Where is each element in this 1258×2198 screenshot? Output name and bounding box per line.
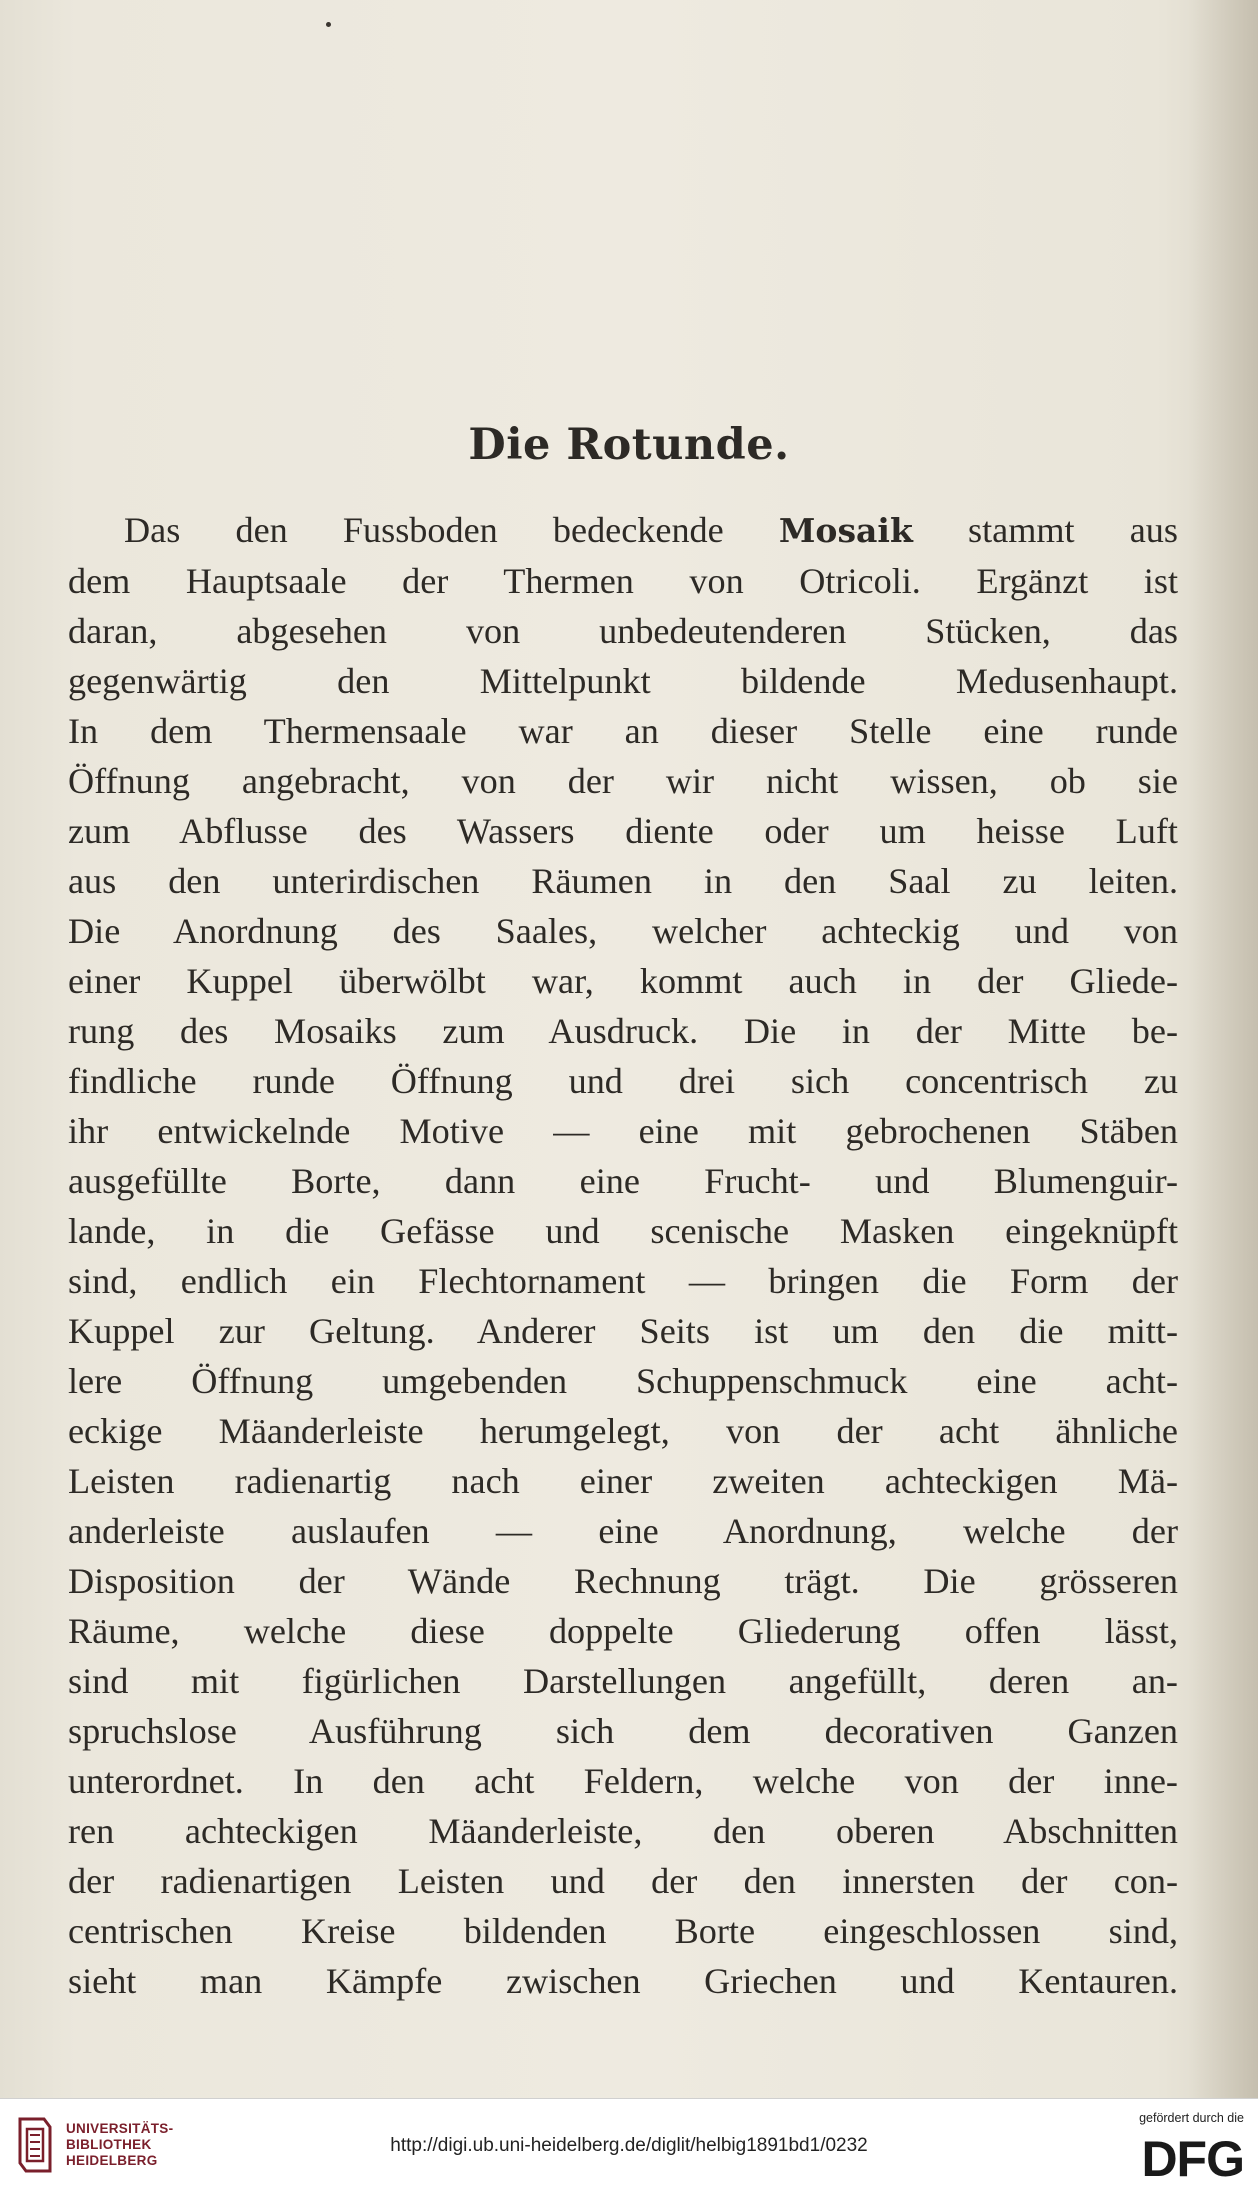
text-line: der radienartigen Leisten und der den innersten der con- xyxy=(68,1861,1178,1901)
text-line: ausgefüllte Borte, dann eine Frucht- und Blumenguir- xyxy=(68,1161,1178,1201)
text-line: sieht man Kämpfe zwischen Griechen und Kentauren. xyxy=(68,1961,1178,2001)
text-line: lere Öffnung umgebenden Schuppenschmuck eine acht- xyxy=(68,1361,1178,1401)
funder-caption: gefördert durch die xyxy=(1139,2111,1244,2125)
text-line: einer Kuppel überwölbt war, kommt auch in der Gliede- xyxy=(68,961,1178,1001)
text-line: rung des Mosaiks zum Ausdruck. Die in der Mitte be- xyxy=(68,1011,1178,1051)
text-line: eckige Mäanderleiste herumgelegt, von der acht ähnliche xyxy=(68,1411,1178,1451)
text-line: daran, abgesehen von unbedeutenderen Stücken, das xyxy=(68,611,1178,651)
text-line: Öffnung angebracht, von der wir nicht wissen, ob sie xyxy=(68,761,1178,801)
emphasized-term: Mosaik xyxy=(778,511,913,550)
text-line: Die Anordnung des Saales, welcher achteckig und von xyxy=(68,911,1178,951)
text-line: zum Abflusse des Wassers diente oder um heisse Luft xyxy=(68,811,1178,851)
text-run: Das den Fussboden bedeckende xyxy=(124,510,779,550)
text-line: findliche runde Öffnung und drei sich concentrisch zu xyxy=(68,1061,1178,1101)
text-line: gegenwärtig den Mittelpunkt bildende Medusenhaupt. xyxy=(68,661,1178,701)
text-line: ren achteckigen Mäanderleiste, den oberen Abschnitten xyxy=(68,1811,1178,1851)
text-line: Kuppel zur Geltung. Anderer Seits ist um den die mitt- xyxy=(68,1311,1178,1351)
text-line: centrischen Kreise bildenden Borte eingeschlossen sind, xyxy=(68,1911,1178,1951)
text-line: Disposition der Wände Rechnung trägt. Die grösseren xyxy=(68,1561,1178,1601)
page-title: Die Rotunde. xyxy=(468,420,790,470)
library-name-line1: UNIVERSITÄTS- xyxy=(66,2121,174,2136)
permalink[interactable]: http://digi.ub.uni-heidelberg.de/diglit/helbig1891bd1/0232 xyxy=(390,2135,868,2156)
text-run: stammt aus xyxy=(912,510,1178,550)
text-line: lande, in die Gefässe und scenische Masken eingeknüpft xyxy=(68,1211,1178,1251)
ink-dot xyxy=(326,22,331,27)
text-line: spruchslose Ausführung sich dem decorativen Ganzen xyxy=(68,1711,1178,1751)
text-line: aus den unterirdischen Räumen in den Saal zu leiten. xyxy=(68,861,1178,901)
dfg-logo: DFG xyxy=(1141,2131,1244,2187)
text-line: In dem Thermensaale war an dieser Stelle eine runde xyxy=(68,711,1178,751)
text-line xyxy=(68,505,1178,556)
text-line: Räume, welche diese doppelte Gliederung offen lässt, xyxy=(68,1611,1178,1651)
text-line: dem Hauptsaale der Thermen von Otricoli. Ergänzt ist xyxy=(68,561,1178,601)
page-edge-shadow xyxy=(1188,0,1258,2098)
text-line: sind, endlich ein Flechtornament — bringen die Form der xyxy=(68,1261,1178,1301)
viewer-footer xyxy=(0,2098,1258,2198)
text-line: unterordnet. In den acht Feldern, welche von der inne- xyxy=(68,1761,1178,1801)
library-name-line2: BIBLIOTHEK xyxy=(66,2137,152,2152)
library-name-line3: HEIDELBERG xyxy=(66,2153,158,2168)
text-line: anderleiste auslaufen — eine Anordnung, welche der xyxy=(68,1511,1178,1551)
text-line: Leisten radienartig nach einer zweiten achteckigen Mä- xyxy=(68,1461,1178,1501)
text-line: ihr entwickelnde Motive — eine mit gebrochenen Stäben xyxy=(68,1111,1178,1151)
body-text xyxy=(68,505,1178,2006)
text-line: sind mit figürlichen Darstellungen angefüllt, deren an- xyxy=(68,1661,1178,1701)
